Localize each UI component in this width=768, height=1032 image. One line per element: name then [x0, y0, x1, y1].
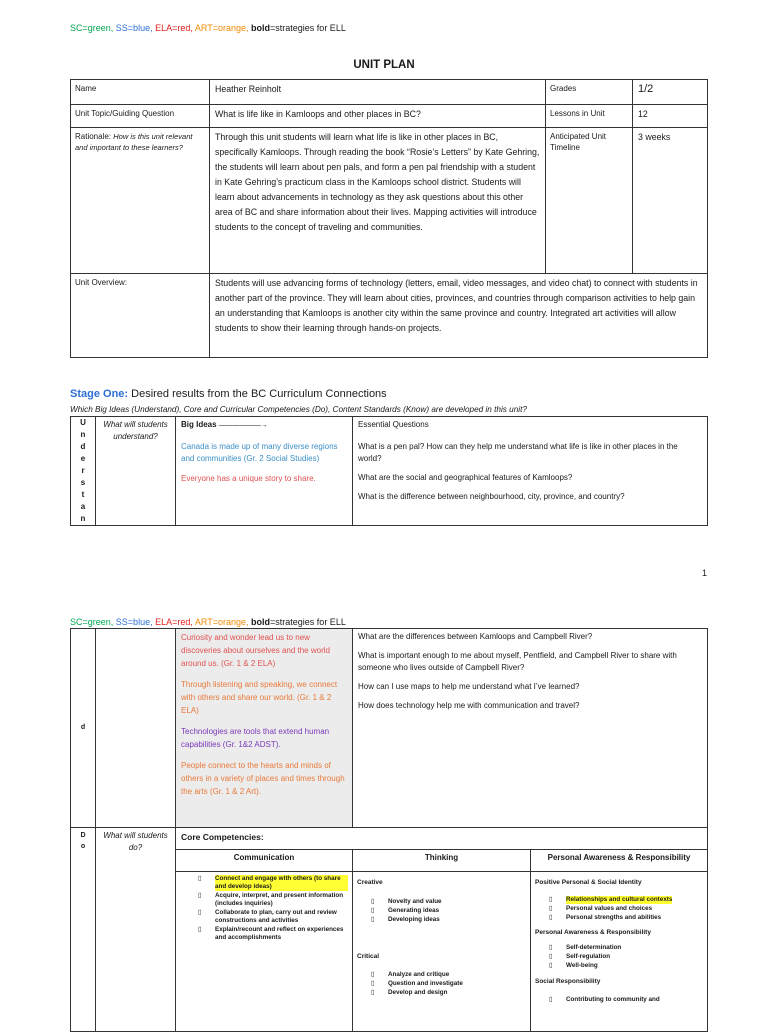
checkbox-icon: ▯ — [549, 953, 553, 960]
checkbox-icon: ▯ — [549, 905, 553, 912]
checkbox-icon: ▯ — [371, 898, 375, 905]
big-idea-2: Everyone has a unique story to share. — [181, 474, 316, 483]
sr-label: Social Responsibility — [535, 978, 601, 985]
list-item: ▯ Self-regulation — [549, 953, 611, 960]
list-item: ▯ Novelty and value — [371, 898, 442, 905]
big-idea-5: Technologies are tools that extend human capabilities (Gr. 1&2 ADST). — [181, 727, 330, 749]
rationale-cell — [71, 128, 210, 274]
lessons-label: Lessons in Unit — [546, 105, 633, 128]
checkbox-icon: ▯ — [371, 971, 375, 978]
creative-label: Creative — [357, 879, 383, 886]
page-number: 1 — [702, 568, 708, 578]
checkbox-icon: ▯ — [549, 944, 553, 951]
checkbox-icon: ▯ — [371, 916, 375, 923]
big-ideas-cont-cell — [176, 629, 353, 828]
essential-question-7: How does technology help me with communication and travel? — [358, 701, 580, 710]
overview-value: Students will use advancing forms of technology (letters, email, video messages, and video chat) to connect with students in another part of the province. They will learn about cities, provinces, and countries through comparison activities to help gain an understanding that Kamloops is another city within the same province and country. Integrated art activities will allow students to show their learning through hands-on projects. — [210, 274, 708, 358]
do-question: What will students do? — [96, 828, 176, 1032]
color-legend-page2: SC=green, SS=blue, ELA=red, ART=orange, bold=strategies for ELL — [70, 617, 346, 627]
list-item: ▯ Well-being — [549, 962, 598, 969]
essential-question-2: What are the social and geographical features of Kamloops? — [358, 473, 573, 482]
par-label: Personal Awareness & Responsibility — [535, 929, 651, 936]
page-title: UNIT PLAN — [353, 59, 415, 71]
checkbox-icon: ▯ — [371, 980, 375, 987]
personal-list — [531, 872, 708, 1032]
thinking-header: Thinking — [353, 850, 531, 872]
big-ideas-cell — [176, 417, 353, 526]
checkbox-icon: ▯ — [198, 892, 202, 899]
essential-questions-cell — [353, 417, 708, 526]
rationale-value: Through this unit students will learn what life is like in other places in BC, specifically Kamloops. Through reading the book “Rosie’s Letters” by Kate Gehring, the students will learn about pen pals, and form a pen pal friendship with a student in Kate Gehring’s practicum class in the Kamloops school district. Students will learn about advancements in technology as they ask questions about this other area of BC and share information about their lives. Mapping activities will introduce students to the concept of traveling and communities. — [210, 128, 546, 274]
essential-questions-cont-cell — [353, 629, 708, 828]
stage-label: Stage One: — [70, 388, 129, 400]
personal-header: Personal Awareness & Responsibility — [531, 850, 708, 872]
checkbox-icon: ▯ — [549, 896, 553, 903]
list-item: ▯ Collaborate to plan, carry out and review constructions and activities — [198, 909, 337, 924]
checkbox-icon: ▯ — [549, 914, 553, 921]
understand-vertical-label-cont: d — [71, 629, 96, 828]
unit-info-table — [70, 79, 708, 358]
grades-value: 1/2 — [633, 80, 708, 105]
essential-question-5: What is important enough to me about myself, Pentfield, and Campbell River to share with someone who lives outside of Campbell River? — [358, 651, 677, 672]
checkbox-icon: ▯ — [198, 875, 202, 882]
do-vertical-label: D o — [71, 828, 96, 1032]
grades-label: Grades — [546, 80, 633, 105]
essential-questions-label: Essential Questions — [358, 420, 429, 429]
name-value: Heather Reinholt — [210, 80, 546, 105]
ppsi-label: Positive Personal & Social Identity — [535, 879, 642, 886]
rationale-label: Rationale: — [75, 132, 112, 141]
critical-label: Critical — [357, 953, 380, 960]
essential-question-1: What is a pen pal? How can they help me understand what life is like in other places in the world? — [358, 442, 678, 463]
list-item: ▯ Question and investigate — [371, 980, 463, 987]
overview-label: Unit Overview: — [71, 274, 210, 358]
checkbox-icon: ▯ — [549, 962, 553, 969]
list-item: ▯ Analyze and critique — [371, 971, 450, 978]
core-competencies-label: Core Competencies: — [176, 828, 708, 850]
list-item: ▯ Developing ideas — [371, 916, 440, 923]
list-item: ▯ Personal strengths and abilities — [549, 914, 662, 921]
timeline-value: 3 weeks — [633, 128, 708, 274]
list-item: ▯ Generating ideas — [371, 907, 440, 914]
list-item: ▯ Connect and engage with others (to share and develop ideas) — [198, 875, 348, 891]
big-ideas-label: Big Ideas — [181, 420, 217, 429]
topic-label: Unit Topic/Guiding Question — [71, 105, 210, 128]
stage-heading — [70, 388, 387, 400]
list-item: ▯ Contributing to community and — [549, 996, 660, 1003]
list-item: ▯ Self-determination — [549, 944, 622, 951]
essential-question-4: What are the differences between Kamloops and Campbell River? — [358, 632, 593, 641]
big-idea-1: Canada is made up of many diverse regions and communities (Gr. 2 Social Studies) — [181, 442, 338, 463]
communication-header: Communication — [176, 850, 353, 872]
thinking-list — [353, 872, 531, 1032]
timeline-label: Anticipated Unit Timeline — [546, 128, 633, 274]
list-item: ▯ Personal values and choices — [549, 905, 653, 912]
topic-value: What is life like in Kamloops and other places in BC? — [210, 105, 546, 128]
big-idea-4: Through listening and speaking, we connect with others and share our world. (Gr. 1 & 2 ELA) — [181, 680, 338, 715]
checkbox-icon: ▯ — [371, 989, 375, 996]
color-legend: SC=green, SS=blue, ELA=red, ART=orange, bold=strategies for ELL — [70, 23, 346, 33]
lessons-value: 12 — [633, 105, 708, 128]
stage-subtitle: Which Big Ideas (Understand), Core and Curricular Competencies (Do), Content Standards (Know) are developed in this unit? — [70, 405, 527, 414]
big-idea-6: People connect to the hearts and minds of others in a variety of places and times through the arts (Gr. 1 & 2 Art). — [181, 761, 345, 796]
list-item: ▯ Acquire, interpret, and present information (includes inquiries) — [198, 892, 344, 907]
checkbox-icon: ▯ — [549, 996, 553, 1003]
list-item: ▯ Relationships and cultural contexts — [549, 896, 673, 903]
empty-cell — [96, 629, 176, 828]
communication-list — [176, 872, 353, 1032]
list-item: ▯ Explain/recount and reflect on experiences and accomplishments — [198, 926, 344, 941]
rationale-note: How is this unit relevant and important to these learners? — [75, 132, 193, 152]
list-item: ▯ Develop and design — [371, 989, 448, 996]
checkbox-icon: ▯ — [198, 909, 202, 916]
name-label: Name — [71, 80, 210, 105]
understand-do-table — [70, 628, 708, 1032]
checkbox-icon: ▯ — [371, 907, 375, 914]
big-idea-3: Curiosity and wonder lead us to new discoveries about ourselves and the world around us. (Gr. 1 & 2 ELA) — [181, 633, 330, 668]
understand-table — [70, 416, 708, 526]
arrow-icon: ——————→ — [218, 422, 268, 429]
understand-vertical-label: U n d e r s t a n — [71, 417, 96, 526]
checkbox-icon: ▯ — [198, 926, 202, 933]
understand-question: What will students understand? — [96, 417, 176, 526]
essential-question-3: What is the difference between neighbourhood, city, province, and country? — [358, 492, 625, 501]
stage-title: Desired results from the BC Curriculum Connections — [131, 388, 387, 400]
essential-question-6: How can I use maps to help me understand what I’ve learned? — [358, 682, 580, 691]
